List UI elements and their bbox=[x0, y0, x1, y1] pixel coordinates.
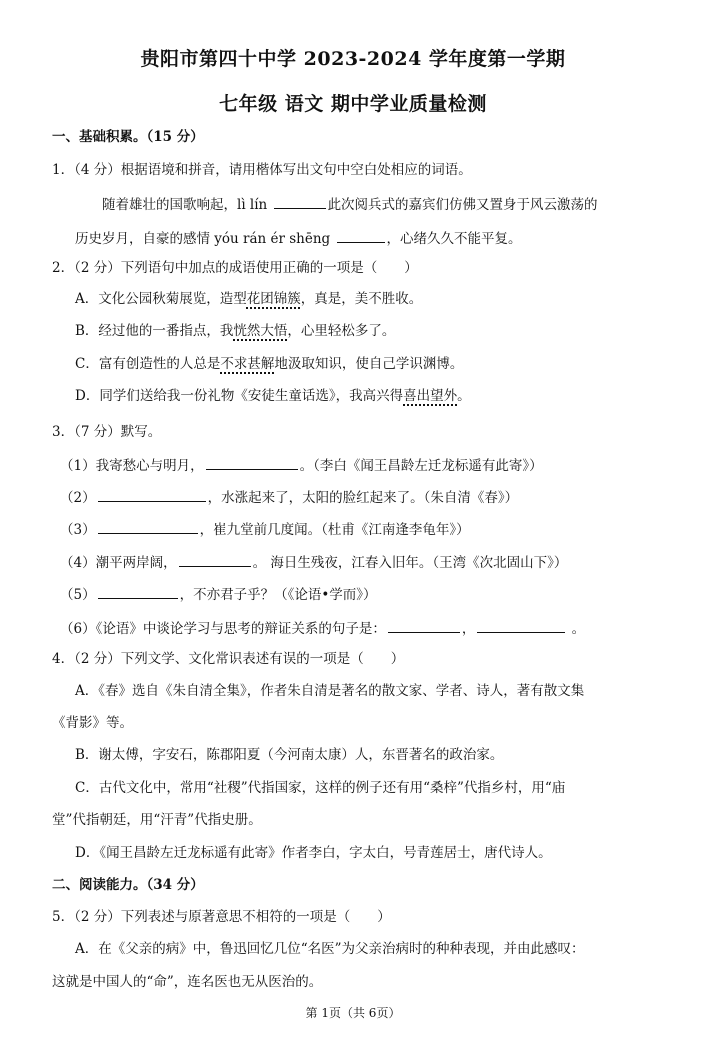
answer-blank[interactable] bbox=[98, 487, 206, 502]
answer-blank[interactable] bbox=[388, 618, 460, 633]
question-1-line-2: 历史岁月，自豪的感情 yóu rán ér shēng ，心绪久久不能平复。 bbox=[75, 228, 522, 248]
section-heading-2: 二、阅读能力。（34 分） bbox=[52, 877, 204, 893]
question-5-stem: 5．（2 分）下列表述与原著意思不相符的一项是（ ） bbox=[52, 909, 391, 925]
question-1-line-1: 随着雄壮的国歌响起，lì lín 此次阅兵式的嘉宾们仿佛又置身于风云激荡的 bbox=[102, 194, 598, 214]
question-5-option-a-cont: 这就是中国人的“命”，连名医也无从医治的。 bbox=[52, 974, 323, 990]
dotted-idiom: 恍然大悟 bbox=[233, 323, 288, 339]
question-2-stem: 2．（2 分）下列语句中加点的成语使用正确的一项是（ ） bbox=[52, 260, 418, 276]
section-heading-1: 一、基础积累。（15 分） bbox=[52, 129, 204, 145]
question-2-option-a: A．文化公园秋菊展览，造型花团锦簇，真是，美不胜收。 bbox=[75, 291, 423, 307]
question-3-item-3: （3） ，崔九堂前几度闻。（杜甫《江南逢李龟年》） bbox=[60, 519, 470, 539]
page-footer: 第 1页（共 6页） bbox=[305, 1006, 401, 1020]
question-5-option-a: A．在《父亲的病》中，鲁迅回忆几位“名医”为父亲治病时的种种表现，并由此感叹： bbox=[75, 941, 585, 957]
question-3-stem: 3．（7 分）默写。 bbox=[52, 424, 162, 440]
question-2-option-b: B．经过他的一番指点，我恍然大悟，心里轻松多了。 bbox=[75, 323, 396, 339]
answer-blank[interactable] bbox=[98, 519, 198, 534]
answer-blank[interactable] bbox=[337, 228, 385, 243]
question-2-option-d: D．同学们送给我一份礼物《安徒生童话选》，我高兴得喜出望外。 bbox=[75, 388, 471, 404]
question-3-item-5: （5） ，不亦君子乎？（《论语•学而》） bbox=[60, 584, 377, 604]
question-1-stem: 1．（4 分）根据语境和拼音，请用楷体写出文句中空白处相应的词语。 bbox=[52, 162, 472, 178]
dotted-idiom: 不求甚解 bbox=[220, 356, 275, 372]
question-3-item-1: （1）我寄愁心与明月， 。（李白《闻王昌龄左迁龙标遥有此寄》） bbox=[60, 455, 543, 475]
answer-blank[interactable] bbox=[206, 455, 298, 470]
question-3-item-4: （4）潮平两岸阔， 。 海日生残夜，江春入旧年。（王湾《次北固山下》） bbox=[60, 552, 567, 572]
question-3-item-6: （6）《论语》中谈论学习与思考的辩证关系的句子是： ， 。 bbox=[60, 618, 585, 638]
question-3-item-2: （2） ，水涨起来了，太阳的脸红起来了。（朱自清《春》） bbox=[60, 487, 518, 507]
exam-title-line2: 七年级 语文 期中学业质量检测 bbox=[219, 93, 487, 115]
question-4-option-a-cont: 《背影》等。 bbox=[52, 715, 133, 731]
question-4-option-c-cont: 堂”代指朝廷，用“汗青”代指史册。 bbox=[52, 812, 262, 828]
question-4-option-d: D．《闻王昌龄左迁龙标遥有此寄》作者李白，字太白，号青莲居士，唐代诗人。 bbox=[75, 845, 552, 861]
answer-blank[interactable] bbox=[98, 584, 178, 599]
answer-blank[interactable] bbox=[477, 618, 565, 633]
answer-blank[interactable] bbox=[179, 552, 251, 567]
question-4-option-a: A．《春》选自《朱自清全集》，作者朱自清是著名的散文家、学者、诗人，著有散文集 bbox=[75, 683, 585, 699]
exam-title-line1: 贵阳市第四十中学 2023-2024 学年度第一学期 bbox=[140, 48, 566, 70]
question-2-option-c: C．富有创造性的人总是不求甚解地汲取知识，使自己学识渊博。 bbox=[75, 356, 464, 372]
question-4-option-c: C．古代文化中，常用“社稷”代指国家，这样的例子还有用“桑梓”代指乡村，用“庙 bbox=[75, 780, 566, 796]
answer-blank[interactable] bbox=[274, 194, 326, 209]
question-4-option-b: B．谢太傅，字安石，陈郡阳夏（今河南太康）人，东晋著名的政治家。 bbox=[75, 747, 504, 763]
dotted-idiom: 花团锦簇 bbox=[246, 291, 301, 307]
dotted-idiom: 喜出望外 bbox=[403, 388, 458, 404]
question-4-stem: 4．（2 分）下列文学、文化常识表述有误的一项是（ ） bbox=[52, 651, 405, 667]
